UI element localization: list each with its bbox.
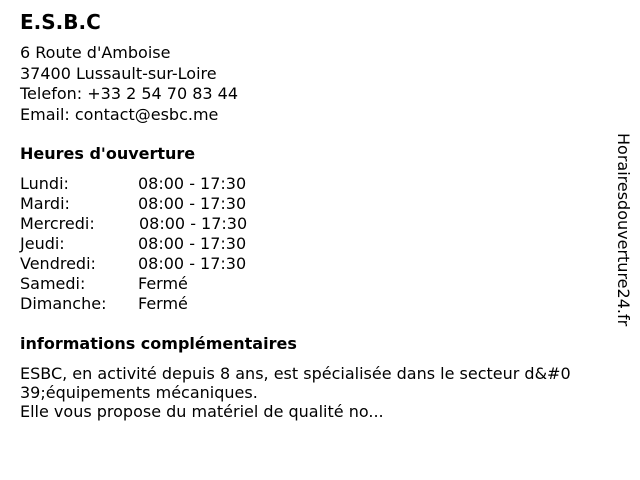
time-value: Fermé bbox=[138, 294, 188, 313]
business-address bbox=[20, 43, 238, 125]
description-line: Elle vous propose du matériel de qualité no... bbox=[20, 402, 384, 421]
day-label: Samedi: bbox=[20, 274, 86, 293]
time-value: 08:00 - 17:30 bbox=[138, 234, 247, 253]
opening-hours-heading: Heures d'ouverture bbox=[20, 144, 196, 163]
description-line: 39;équipements mécaniques. bbox=[20, 383, 258, 402]
description-line: ESBC, en activité depuis 8 ans, est spécialisée dans le secteur d&#0 bbox=[20, 364, 571, 383]
day-label: Mercredi: bbox=[20, 214, 95, 233]
business-name: E.S.B.C bbox=[20, 10, 101, 34]
day-label: Vendredi: bbox=[20, 254, 96, 273]
address-street: 6 Route d'Amboise bbox=[20, 43, 171, 62]
time-value: 08:00 - 17:30 bbox=[138, 254, 247, 273]
time-value: 08:00 - 17:30 bbox=[139, 214, 248, 233]
time-value: 08:00 - 17:30 bbox=[138, 174, 247, 193]
day-label: Lundi: bbox=[20, 174, 69, 193]
time-value: 08:00 - 17:30 bbox=[138, 194, 247, 213]
address-city: 37400 Lussault-sur-Loire bbox=[20, 63, 217, 83]
time-value: Fermé bbox=[138, 274, 188, 293]
email-address[interactable]: Email: contact@esbc.me bbox=[20, 104, 219, 124]
day-label: Jeudi: bbox=[20, 234, 65, 253]
phone-number[interactable]: Telefon: +33 2 54 70 83 44 bbox=[20, 84, 239, 103]
business-description bbox=[20, 364, 620, 421]
site-watermark: Horairesdouverture24.fr bbox=[614, 133, 633, 327]
day-label: Dimanche: bbox=[20, 294, 107, 313]
additional-info-heading: informations complémentaires bbox=[20, 334, 297, 353]
day-label: Mardi: bbox=[20, 194, 70, 213]
